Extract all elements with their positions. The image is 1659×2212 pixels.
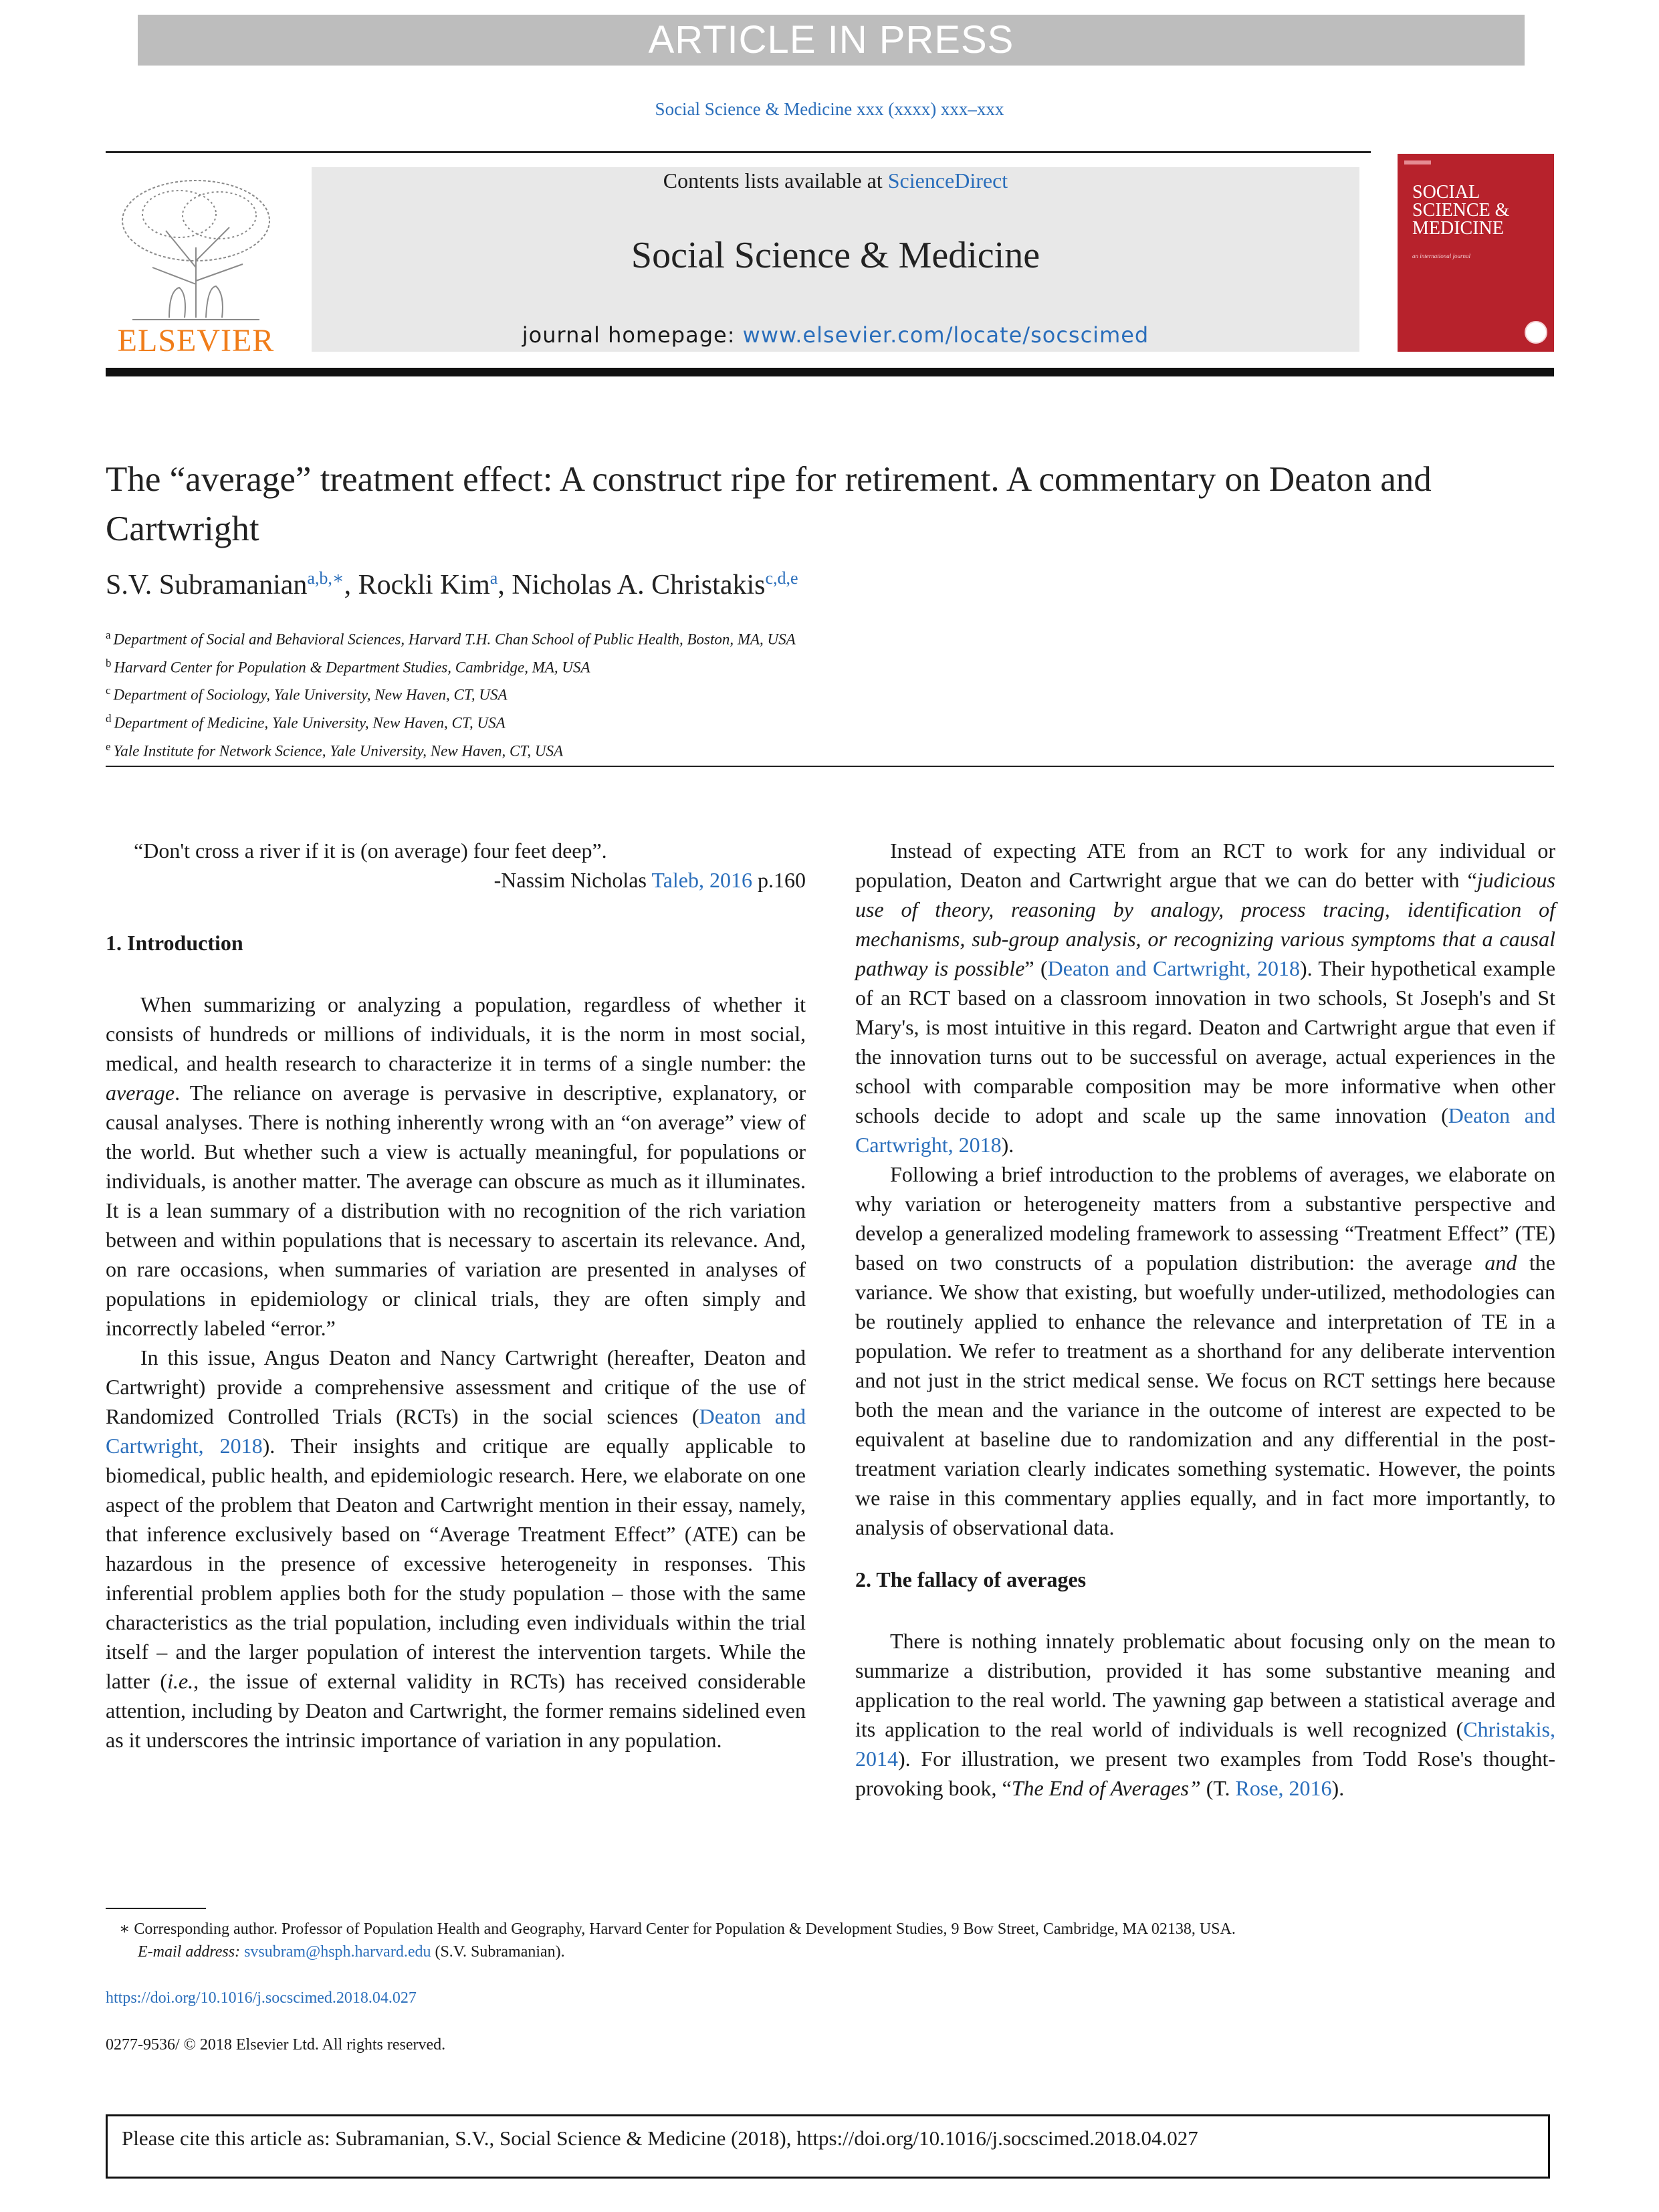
left-column bbox=[106, 836, 806, 1755]
paragraph: When summarizing or analyzing a population, regardless of whether it consists of hundreds or millions of individuals, it is the norm in most social, medical, and health research to characterize it in terms of a single number: the average. The reliance on average is pervasive in descriptive, explanatory, or causal analyses. There is nothing inherently wrong with an “on average” view of the world. But whether such a view is actually meaningful, for populations or individuals, is another matter. The average can obscure as much as it illuminates. It is a lean summary of a distribution with no recognition of the rich variation between and within populations that is necessary to ascertain its relevance. And, on rare occasions, when summaries of variation are presented in analyses of populations in epidemiology or clinical trials, they are often simply and incorrectly labeled “error.” bbox=[106, 992, 806, 1340]
section-heading-introduction: 1. Introduction bbox=[106, 931, 243, 955]
cover-decoration bbox=[1404, 160, 1431, 164]
citation-link[interactable]: Rose, 2016 bbox=[1235, 1776, 1332, 1800]
citation-link[interactable]: Taleb, 2016 bbox=[651, 868, 752, 892]
journal-homepage-line bbox=[312, 322, 1359, 348]
homepage-prefix: journal homepage: bbox=[522, 322, 743, 348]
right-column bbox=[855, 836, 1555, 1803]
epigraph-author: -Nassim Nicholas bbox=[493, 868, 652, 892]
citation-link[interactable]: Deaton and Cartwright, 2018 bbox=[855, 1103, 1556, 1157]
footnote-rule bbox=[106, 1908, 206, 1909]
citation-link[interactable]: Deaton and Cartwright, 2018 bbox=[1047, 956, 1300, 980]
citation-link[interactable]: Christakis, 2014 bbox=[855, 1717, 1555, 1771]
email-suffix: (S.V. Subramanian). bbox=[431, 1943, 565, 1961]
affiliation-text: Department of Sociology, Yale University, New Haven, CT, USA bbox=[113, 686, 508, 703]
paragraph: Following a brief introduction to the problems of averages, we elaborate on why variation or heterogeneity matters from a substantive perspective and develop a generalized modeling framework to assessing “Treatment Effect” (TE) based on two constructs of a population distribution: the average and the variance. We show that existing, but woefully under-utilized, methodologies can be routinely applied to enhance the relevance and interpretation of TE in a population. We refer to treatment as a shorthand for any deliberate intervention and not just in the strict medical sense. We focus on RCT settings here because both the mean and the variance in the outcome of interest are expected to be equivalent at baseline due to randomization and any differential in the post-treatment variation clearly indicates something systematic. However, the points we raise in this commentary applies equally, and in fact more importantly, to analysis of observational data. bbox=[855, 1162, 1556, 1539]
journal-cover-thumbnail[interactable] bbox=[1398, 154, 1554, 352]
epigraph-source bbox=[106, 865, 806, 895]
homepage-link[interactable]: www.elsevier.com/locate/socscimed bbox=[742, 322, 1149, 348]
paragraph: Instead of expecting ATE from an RCT to work for any individual or population, Deaton and Cartwright argue that we can do better with “judicious use of theory, reasoning by analogy, process tracing, identification of mechanisms, sub-group analysis, or recognizing various symptoms that a causal pathway is possible” (Deaton and Cartwright, 2018). Their hypothetical example of an RCT based on a classroom innovation in two schools, St Joseph's and St Mary's, is most intuitive in this regard. Deaton and Cartwright argue that even if the innovation turns out to be successful on average, actual experiences in the school with comparable composition may be more informative when other schools decide to adopt and scale up the same innovation (Deaton and Cartwright, 2018). bbox=[855, 839, 1556, 1157]
affiliation-item bbox=[106, 735, 796, 763]
cover-badge-icon bbox=[1525, 321, 1547, 344]
epigraph-page: p.160 bbox=[752, 868, 806, 892]
article-in-press-banner: ARTICLE IN PRESS bbox=[138, 15, 1525, 66]
affiliation-item bbox=[106, 623, 796, 651]
journal-reference-link[interactable]: Social Science & Medicine xxx (xxxx) xxx–xxx bbox=[655, 99, 1004, 119]
affiliation-list bbox=[106, 623, 796, 762]
article-title: The “average” treatment effect: A construct ripe for retirement. A commentary on Deaton and Cartwright bbox=[106, 460, 1432, 548]
masthead-bottom-rule bbox=[106, 368, 1554, 376]
masthead-top-rule bbox=[106, 151, 1371, 153]
email-link[interactable]: svsubram@hsph.harvard.edu bbox=[244, 1943, 431, 1961]
affiliation-item bbox=[106, 707, 796, 735]
email-label: E-mail address: bbox=[138, 1943, 245, 1961]
sciencedirect-link[interactable]: ScienceDirect bbox=[887, 169, 1008, 193]
citation-text: Please cite this article as: Subramanian, S.V., Social Science & Medicine (2018), https://doi.org/10.1016/j.socscimed.2018.04.027 bbox=[122, 2126, 1198, 2150]
contents-line bbox=[312, 169, 1359, 193]
affiliation-mark: a bbox=[106, 629, 111, 641]
author-list: S.V. Subramanian$^{a,b,∗}$, Rockli Kim$^a$, Nicholas A. Christakis$^{c,d,e}$ bbox=[106, 568, 798, 600]
affiliation-text: Harvard Center for Population & Department Studies, Cambridge, MA, USA bbox=[114, 659, 590, 676]
section-heading-fallacy: 2. The fallacy of averages bbox=[855, 1567, 1087, 1591]
affiliation-text: Department of Medicine, Yale University, New Haven, CT, USA bbox=[114, 714, 506, 732]
affiliation-item bbox=[106, 651, 796, 679]
author-name: Nicholas A. Christakis bbox=[512, 570, 766, 600]
affiliation-text: Yale Institute for Network Science, Yale University, New Haven, CT, USA bbox=[113, 742, 564, 760]
affiliation-mark: e bbox=[106, 740, 111, 753]
contents-prefix: Contents lists available at bbox=[663, 169, 888, 193]
cover-title: SOCIAL SCIENCE & MEDICINE bbox=[1412, 182, 1510, 239]
affiliation-mark: b bbox=[106, 656, 112, 669]
cover-subtitle: an international journal bbox=[1412, 253, 1471, 259]
journal-title: Social Science & Medicine bbox=[631, 235, 1040, 276]
copyright-line: 0277-9536/ © 2018 Elsevier Ltd. All rights reserved. bbox=[106, 2036, 446, 2054]
affiliation-item bbox=[106, 679, 796, 707]
citation-link[interactable]: Deaton and Cartwright, 2018 bbox=[106, 1404, 806, 1458]
paragraph: There is nothing innately problematic about focusing only on the mean to summarize a distribution, provided it has some substantive meaning and application to the real world. The yawning gap between a statistical average and its application to the real world of individuals is well recognized (Christakis, 2014). For illustration, we present two examples from Todd Rose's thought-provoking book, “The End of Averages” (T. Rose, 2016). bbox=[855, 1629, 1555, 1800]
doi-link[interactable]: https://doi.org/10.1016/j.socscimed.2018.04.027 bbox=[106, 1989, 417, 2007]
author-name: Rockli Kim bbox=[358, 570, 490, 600]
author-affiliation-marks[interactable]: a bbox=[489, 568, 498, 588]
affiliation-mark: c bbox=[106, 684, 111, 697]
title-block-rule bbox=[106, 766, 1554, 767]
affiliation-mark: d bbox=[106, 711, 112, 725]
elsevier-wordmark: ELSEVIER bbox=[117, 323, 275, 358]
email-note bbox=[138, 1941, 565, 1963]
affiliation-text: Department of Social and Behavioral Sciences, Harvard T.H. Chan School of Public Health, Boston, MA, USA bbox=[113, 631, 796, 648]
epigraph-quote: “Don't cross a river if it is (on average) four feet deep”. bbox=[134, 839, 607, 863]
author-affiliation-marks[interactable]: a,b,∗ bbox=[307, 568, 344, 588]
corresponding-author-note: ∗ Corresponding author. Professor of Population Health and Geography, Harvard Center for Population & Development Studies, 9 Bow Street, Cambridge, MA 02138, USA. bbox=[119, 1920, 1236, 1938]
paragraph: In this issue, Angus Deaton and Nancy Cartwright (hereafter, Deaton and Cartwright) provide a comprehensive assessment and critique of the use of Randomized Controlled Trials (RCTs) in the social sciences (Deaton and Cartwright, 2018). Their insights and critique are equally applicable to biomedical, public health, and epidemiologic research. Here, we elaborate on one aspect of the problem that Deaton and Cartwright mention in their essay, namely, that inference exclusively based on “Average Treatment Effect” (ATE) can be hazardous in the presence of excessive heterogeneity in responses. This inferential problem applies both for the study population – those with the same characteristics as the trial population, including even individuals within the trial itself – and the larger population of interest the intervention targets. While the latter (i.e., the issue of external validity in RCTs) has received considerable attention, including by Deaton and Cartwright, the former remains sidelined even as it underscores the intrinsic importance of variation in any population. bbox=[106, 1345, 806, 1752]
author-name: S.V. Subramanian bbox=[106, 570, 308, 600]
author-affiliation-marks[interactable]: c,d,e bbox=[765, 568, 798, 588]
